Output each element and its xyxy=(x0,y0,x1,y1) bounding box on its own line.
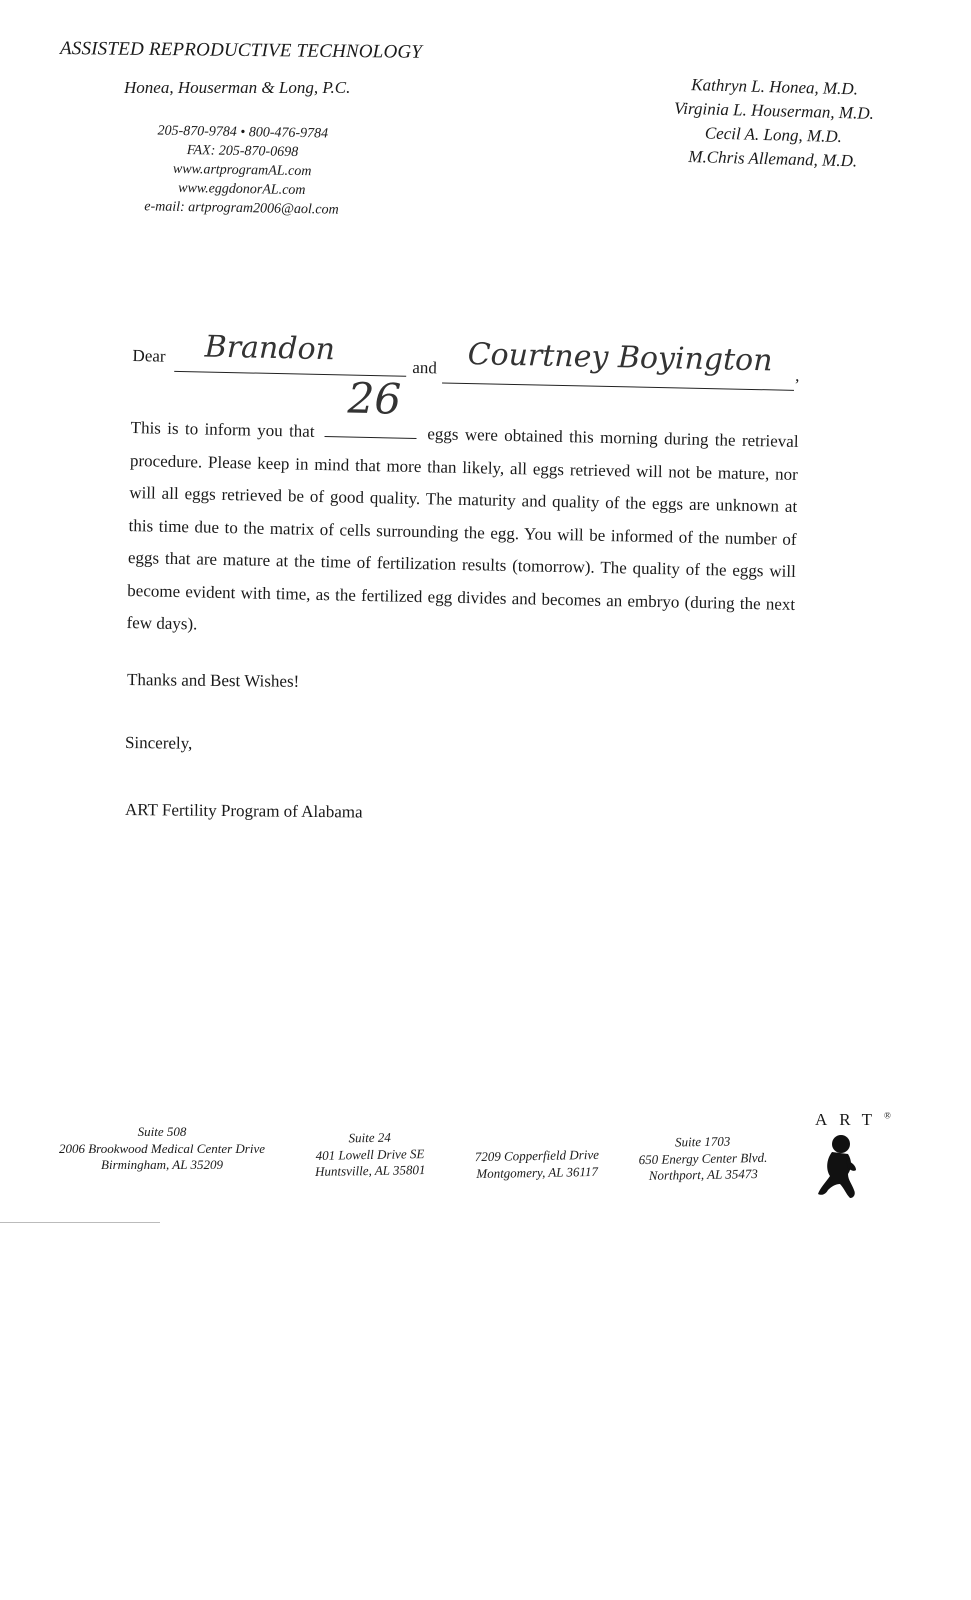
closing-line: Thanks and Best Wishes! xyxy=(126,670,300,691)
letterhead-title: ASSISTED REPRODUCTIVE TECHNOLOGY xyxy=(59,38,423,63)
practice-name: Honea, Houserman & Long, P.C. xyxy=(124,78,351,97)
dear-label: Dear xyxy=(132,345,166,366)
website-link[interactable]: www.artprogramAL.com xyxy=(172,161,312,180)
physician-name: Cecil A. Long, M.D. xyxy=(704,123,843,147)
para-start: This is to inform you that xyxy=(130,417,315,441)
physician-list xyxy=(647,72,899,175)
office-suite: Suite 24 xyxy=(348,1129,391,1146)
body-paragraph xyxy=(126,373,799,653)
physician-name: M.Chris Allemand, M.D. xyxy=(688,147,858,171)
website-link[interactable]: www.eggdonorAL.com xyxy=(178,180,306,199)
office-city: Montgomery, AL 36117 xyxy=(476,1163,599,1181)
salutation xyxy=(132,329,813,398)
baby-silhouette-icon xyxy=(816,1134,860,1200)
office-suite: Suite 1703 xyxy=(674,1133,731,1150)
office-street: 7209 Copperfield Drive xyxy=(474,1146,600,1165)
office-street: 401 Lowell Drive SE xyxy=(315,1145,425,1163)
office-address xyxy=(628,1133,779,1185)
egg-count-blank xyxy=(325,373,417,439)
phone-line: 205-870-9784 • 800-476-9784 xyxy=(157,123,329,142)
office-city: Birmingham, AL 35209 xyxy=(101,1157,223,1172)
fax-line: FAX: 205-870-0698 xyxy=(186,143,299,160)
office-city: Northport, AL 35473 xyxy=(648,1166,758,1183)
office-address xyxy=(44,1124,280,1174)
signature-org: ART Fertility Program of Alabama xyxy=(124,800,363,822)
para-rest: eggs were obtained this morning during the retrieval procedure. Please keep in mind that more than likely, all eggs retrieved will not be mature, nor will all eggs retrieved be of good quality. The maturity and quality of the eggs are unknown at this time due to the matrix of cells surrounding the egg. You will be informed of the number of eggs that are mature at the time of fertilization results (tomorrow). The quality of the eggs will become evident with time, as the fertilized egg divides and becomes an embryo (during the next few days). xyxy=(126,424,799,634)
art-logo-text xyxy=(815,1110,891,1130)
logo-letters: ART xyxy=(815,1110,884,1129)
sign-off: Sincerely, xyxy=(124,733,193,753)
handwritten-name-1: Brandon xyxy=(204,329,336,368)
office-street: 2006 Brookwood Medical Center Drive xyxy=(58,1140,266,1156)
physician-name: Virginia L. Houserman, M.D. xyxy=(673,98,875,123)
and-label: and xyxy=(412,357,438,378)
office-address xyxy=(300,1129,441,1181)
handwritten-name-2: Courtney Boyington xyxy=(467,337,773,379)
registered-mark: ® xyxy=(883,1110,891,1121)
contact-block xyxy=(126,121,358,220)
office-city: Huntsville, AL 35801 xyxy=(314,1162,426,1179)
office-street: 650 Energy Center Blvd. xyxy=(638,1149,768,1167)
divider xyxy=(0,1222,160,1223)
office-address xyxy=(462,1147,613,1183)
office-suite: Suite 508 xyxy=(137,1124,187,1139)
physician-name: Kathryn L. Honea, M.D. xyxy=(691,75,859,99)
handwritten-egg-count: 26 xyxy=(347,373,402,424)
salutation-comma: , xyxy=(795,365,800,385)
email-link[interactable]: e-mail: artprogram2006@aol.com xyxy=(144,199,339,218)
